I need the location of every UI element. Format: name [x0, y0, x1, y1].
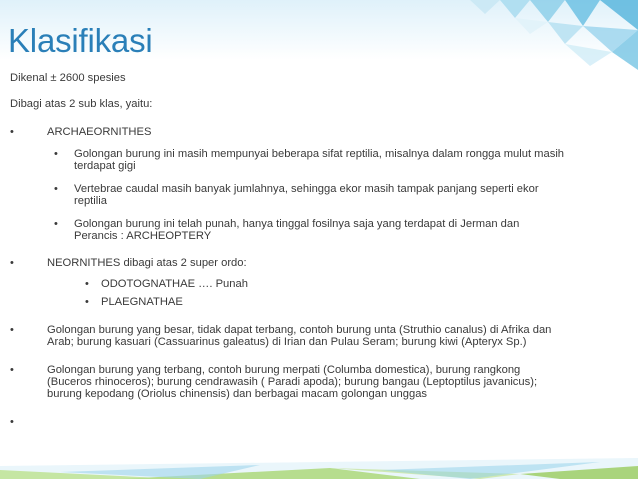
group-2-line-1: Golongan burung yang terbang, contoh burung merpati (Columba domestica), burung rangkong: [47, 364, 521, 376]
bullet-icon: •: [85, 296, 89, 308]
archae-label: ARCHAEORNITHES: [47, 126, 152, 138]
bullet-icon: •: [54, 218, 58, 230]
bullet-icon: •: [10, 324, 14, 336]
bullet-icon: •: [10, 364, 14, 376]
archae-item-2-line-1: Vertebrae caudal masih banyak jumlahnya, sehingga ekor masih tampak panjang seperti ekor: [74, 183, 539, 195]
archae-item-1-line-2: terdapat gigi: [74, 160, 136, 172]
bullet-icon: •: [54, 183, 58, 195]
archae-item-3-line-1: Golongan burung ini telah punah, hanya tinggal fosilnya saja yang terdapat di Jerman dan: [74, 218, 520, 230]
neorn-item-2: PLAEGNATHAE: [101, 296, 183, 308]
bullet-icon: •: [10, 257, 14, 269]
archae-item-1-line-1: Golongan burung ini masih mempunyai beberapa sifat reptilia, misalnya dalam rongga mulut masih: [74, 148, 565, 160]
bullet-icon: •: [85, 278, 89, 290]
archae-item-3-line-2: Perancis : ARCHEOPTERY: [74, 230, 212, 242]
intro-line-2: Dibagi atas 2 sub klas, yaitu:: [10, 98, 153, 110]
bullet-icon: •: [10, 416, 14, 428]
slide-title: Klasifikasi: [8, 22, 153, 59]
intro-line-1: Dikenal ± 2600 spesies: [10, 72, 126, 84]
neorn-item-1: ODOTOGNATHAE …. Punah: [101, 278, 248, 290]
group-2-line-3: burung kepodang (Oriolus chinensis) dan berbagai macam golongan unggas: [47, 388, 428, 400]
group-1-line-2: Arab; burung kasuari (Cassuarinus galeatus) di Irian dan Pulau Seram; burung kiwi (Apteryx Sp.): [47, 336, 527, 348]
group-2-line-2: (Buceros rhinoceros); burung cendrawasih ( Paradi apoda); burung bangau (Leptoptilus javanicus);: [47, 376, 538, 388]
group-1-line-1: Golongan burung yang besar, tidak dapat terbang, contoh burung unta (Struthio canalus) di Afrika dan: [47, 324, 552, 336]
bullet-icon: •: [54, 148, 58, 160]
bullet-icon: •: [10, 126, 14, 138]
archae-item-2-line-2: reptilia: [74, 195, 107, 207]
neorn-label: NEORNITHES dibagi atas 2 super ordo:: [47, 257, 247, 269]
